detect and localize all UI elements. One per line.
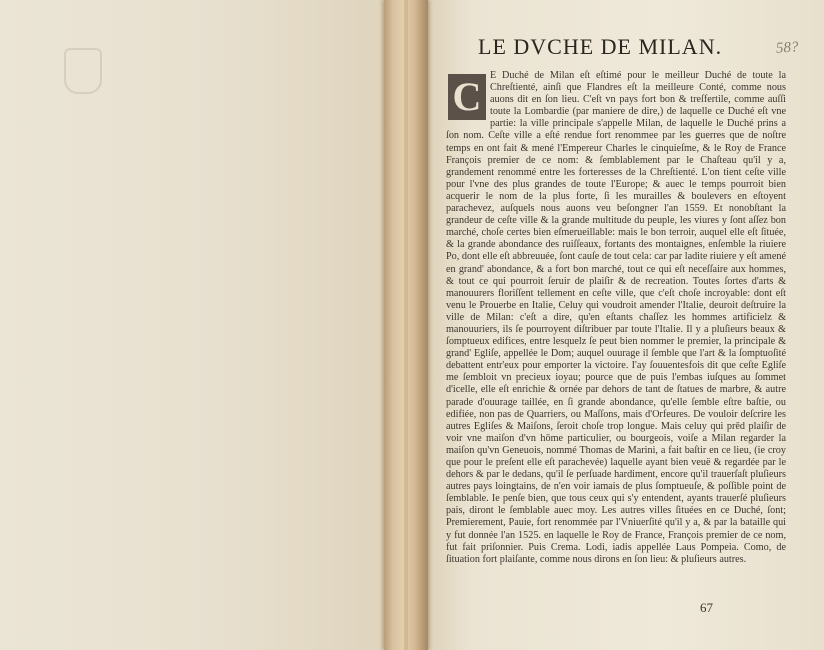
fold-repair-strip — [404, 0, 408, 650]
faded-stamp-icon — [64, 48, 102, 94]
body-text — [446, 70, 786, 566]
page-number: 67 — [700, 600, 713, 615]
body-text-content: E Duché de Milan eſt eſtimé pour le meilleur Duché de toute la Chreſtienté, ainſi que Flandres eſt la meilleure Conté, comme nous auons dit en ſon lieu. C'eſt vn pays fort bon & treſfertile, comme auſſi toute la Lombardie (par maniere de dire,) de laquelle ce Duché eſt vne partie: la ville principale s'appelle Milan, de laquelle le Duché prins a ſon nom. Ceſte ville a eſté rendue fort renommee par les guerres que de noſtre temps en ont fait & mené l'Empereur Charles le cinquieſme, & le Roy de France François premier de ce nom: & ſemblablement par le Chaſteau qu'il y a, grandement renommé entre les forteresses de la Chreſtienté. L'on tient ceſte ville pour l'vne des plus grandes de toute l'Europe; & auec le temps pourroit bien acquerir le nom de la plus forte, ſi les murailles & boulevers en eſtoyent parachevez, auſquels nous auons veu beſongner l'an 1559. Et nonobſtant la grandeur de ceſte ville & la grande multitude du peuple, les viures y ſont aſſez bon marché, choſe certes bien eſmerueillable: mais le bon terroir, auquel elle eſt ſituée, & la grande abondance des ruiſſeaux, fortants des montaignes, enſemble la riuiere Po, dont elle eſt abbreuuée, ſont cauſe de tout cela: car par ladite riuiere y eſt amené en grand' abondance, & a fort bon marché, tout ce qui eſt neceſſaire aux hommes, & tout ce qui pourroit ſeruir de plaiſir & de recreation. Toutes ſortes d'arts & manouurers floriſſent tellement en ceſte ville, que c'eſt choſe incroyable: dont eſt venu le Prouerbe en Italie, Celuy qui voudroit amender l'Italie, deuroit deſtruire la ville de Milan: c'eſt a dire, qu'en eſtants chaſſez les hommes artificielz & manouuriers, ils ſe pourroyent diſtribuer par toute l'Italie. Il y a pluſieurs beaux & ſomptueux edifices, entre lesquelz ſe peut bien nommer le premier, la principale & grand' Egliſe, appellée le Dom; auquel ouurage il ſemble que l'art & la ſomptuoſité debattent entr'eux pour emporter la victoire. I'ay ſouuentesfois dit que ceſte Egliſe me ſembloit vn precieux ioyau; pource que de puis l'embas iuſques au ſommet d'icelle, elle eſt enrichie & ornée par dehors de tant de ſtatues de marbre, & autre parade d'ouurage taillée, en ſi grande abondance, qu'elle ſemble eſtre baſtie, ou edifiée, non pas de Quarriers, ou Maſſons, mais d'Orfeures. De vouloir deſcrire les autres Egliſes & Maiſons, ſeroit choſe trop longue. Mais celuy qui prēd plaiſir de voir vne maiſon d'vn hōme particulier, ou bourgeois, voiſe a Milan regarder la maiſon qu'vn Geneuois, nommé Thomas de Marini, a fait baſtir en ce lieu, (ie croy que pour le preſent elle eſt parachevée) laquelle ayant bien veuë & regardée par le dehors & par le dedans, qu'il ſe perſuade hardiment, encore qu'il trauerſaſt pluſieurs autres pays loingtains, de n'en voir iamais de plus ſomptueuſe, & poſſible point de ſemblable. Ie penſe bien, que tous ceux qui s'y entendent, ayants trauerſé pluſieurs pais, diront le ſemblable auec moy. Les autres villes ſituées en ce Duché, ſont; Premierement, Pauie, fort renommée par l'Vniuerſité qu'il y a, & par la bataille qui y fut donnée l'an 1525. en laquelle le Roy de France, François premier de ce nom, fut fait priſonnier. Puis Crema. Lodi, iadis appellée Laus Pompeia. Como, de ſituation fort plaiſante, comme nous dirons en ſon lieu: & pluſieurs autres. — [446, 70, 786, 565]
drop-cap-initial: C — [448, 74, 486, 120]
drop-cap-space — [446, 70, 490, 122]
folio-annotation: 58? — [775, 39, 799, 57]
page-title: LE DVCHE DE MILAN. — [478, 34, 723, 59]
blank-left-page — [0, 0, 388, 650]
